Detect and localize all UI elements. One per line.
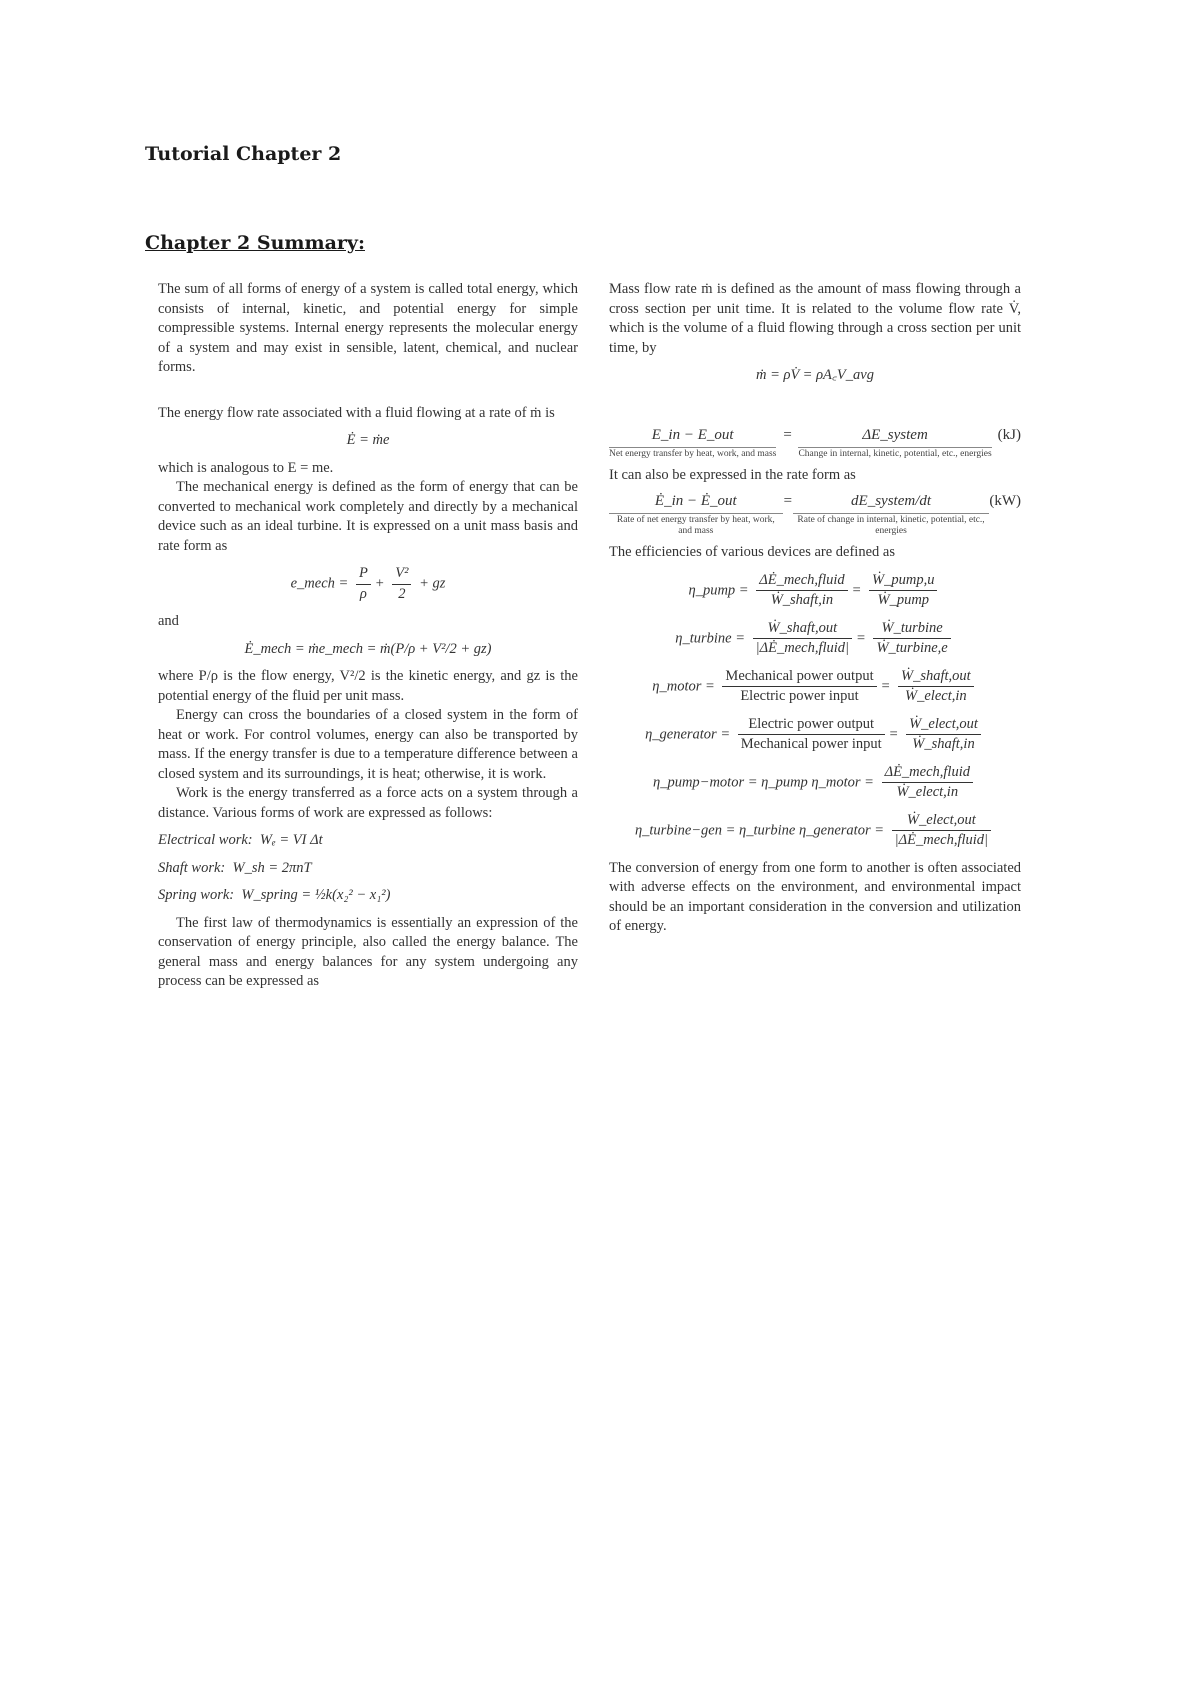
pump-efficiency-equation: η_pump = $\frac{\text{ΔĖ\_mech,fluid}}{\text{Ẇ\_shaft,in}}$ = $\frac{\text{Ẇ\_pump,u}}{\text{Ẇ\_pump}}$: [609, 571, 1021, 611]
turbine-efficiency-equation: η_turbine = $\frac{\text{Ẇ\_shaft,out}}{\text{|ΔĖ\_mech,fluid|}}$ = $\frac{\text{Ẇ\_turbine}}{\text{Ẇ\_turbine,e}}$: [609, 619, 1021, 659]
mech-energy-rhs: + gz: [419, 575, 446, 592]
energy-rate-balance: Ė_in − Ė_out Rate of net energy transfer by heat, work, and mass = dE_system/dt Rate of change in internal, kinetic, potential, etc., energies (kW): [609, 492, 1021, 538]
heat-work-paragraph: Energy can cross the boundaries of a closed system in the form of heat or work. For control volumes, energy can also be transported by mass. If the energy transfer is due to a temperature difference between a closed system and its surroundings, it is heat; otherwise, it is work.: [158, 707, 578, 782]
flow-energy-paragraph: where P/ρ is the flow energy, V²/2 is the kinetic energy, and gz is the potential energy of the fluid per unit mass.: [158, 668, 578, 704]
energy-balance-lhs: E_in − E_out: [651, 426, 734, 443]
page-title: Tutorial Chapter 2: [145, 143, 342, 165]
energy-balance: E_in − E_out Net energy transfer by heat, work, and mass = ΔE_system Change in internal, kinetic, potential, etc., energies (kJ): [609, 426, 1021, 459]
mech-energy-lhs: e_mech =: [290, 575, 349, 592]
and-text: and: [158, 613, 179, 629]
pump-motor-efficiency-equation: η_pump−motor = η_pump η_motor = $\frac{\text{ΔĖ\_mech,fluid}}{\text{Ẇ\_elect,in}}$: [609, 763, 1021, 803]
shaft-work-label: Shaft work:: [158, 859, 226, 876]
right-column: [609, 280, 1021, 937]
energy-balance-unit: (kJ): [997, 426, 1021, 443]
mass-flow-paragraph: Mass flow rate ṁ is defined as the amount of mass flowing through a cross section per unit time. It is related to the volume flow rate V̇, which is the volume of a fluid flowing through a cross section per unit time, by: [609, 281, 1021, 356]
work-paragraph: Work is the energy transferred as a force acts on a system through a distance. Various forms of work are expressed as follows:: [158, 785, 578, 821]
turbine-generator-efficiency-equation: η_turbine−gen = η_turbine η_generator = $\frac{\text{Ẇ\_elect,out}}{\text{|ΔĖ\_mech,fluid|}}$: [609, 811, 1021, 851]
rate-balance-lhs: Ė_in − Ė_out: [654, 492, 737, 509]
energy-flow-paragraph: The energy flow rate associated with a fluid flowing at a rate of ṁ is: [158, 404, 555, 421]
energy-flow-equation: Ė = ṁe: [346, 432, 390, 448]
analogy-text: which is analogous to E = me.: [158, 459, 334, 476]
energy-balance-lhs-note: Net energy transfer by heat, work, and mass: [609, 449, 777, 459]
shaft-work-equation: W_sh = 2πnT: [232, 859, 312, 876]
mech-energy-equation: e_mech = $\frac{P}{\rho}$ + $\frac{\text{V²}}{2}$ + gz: [290, 565, 446, 602]
electrical-work-equation: Wₑ = VI Δt: [259, 832, 323, 848]
spring-work-line: [158, 886, 578, 906]
mech-energy-rate-equation: Ė_mech = ṁe_mech = ṁ(P/ρ + V²/2 + gz): [244, 640, 492, 657]
rate-balance-rhs: dE_system/dt: [851, 492, 932, 509]
first-law-paragraph: The first law of thermodynamics is essentially an expression of the conservation of energy principle, also called the energy balance. The general mass and energy balances for any system undergoing any process can be expressed as: [158, 914, 578, 989]
generator-efficiency-equation: η_generator = $\frac{\text{Electric power output}}{\text{Mechanical power input}}$ = $\frac{\text{Ẇ\_elect,out}}{\text{Ẇ\_shaft,in}}$: [609, 715, 1021, 755]
rate-balance-unit: (kW): [989, 492, 1021, 509]
section-heading: Chapter 2 Summary:: [145, 232, 365, 254]
electrical-work-label: Electrical work:: [158, 832, 253, 848]
energy-balance-rhs: ΔE_system: [862, 426, 928, 443]
total-energy-paragraph: The sum of all forms of energy of a system is called total energy, which consists of internal, kinetic, and potential energy for simple compressible systems. Internal energy represents the molecular energy of a system and may exist in sensible, latent, chemical, and nuclear forms.: [158, 281, 578, 375]
left-column: [158, 280, 578, 992]
rate-balance-rhs-note: Rate of change in internal, kinetic, potential, etc., energies: [793, 513, 990, 537]
mass-flow-equation: ṁ = ρV̇ = ρA꜀V_avg: [756, 367, 874, 383]
motor-efficiency-equation: η_motor = $\frac{\text{Mechanical power output}}{\text{Electric power input}}$ = $\frac{\text{Ẇ\_shaft,out}}{\text{Ẇ\_elect,in}}$: [609, 667, 1021, 707]
spring-work-label: Spring work:: [158, 887, 235, 903]
mechanical-energy-paragraph: The mechanical energy is defined as the form of energy that can be converted to mechanical work completely and directly by a mechanical device such as an ideal turbine. It is expressed on a unit mass basis and rate form as: [158, 479, 578, 554]
conversion-paragraph: The conversion of energy from one form to another is often associated with adverse effects on the environment, and environmental impact should be an important consideration in the conversion and utilization of energy.: [609, 859, 1021, 934]
energy-balance-rhs-note: Change in internal, kinetic, potential, etc., energies: [798, 449, 992, 459]
electrical-work-line: [158, 831, 578, 851]
rate-balance-lhs-note: Rate of net energy transfer by heat, work, and mass: [609, 513, 783, 537]
rate-form-text: It can also be expressed in the rate form as: [609, 467, 856, 483]
shaft-work-line: [158, 859, 578, 879]
spring-work-equation: W_spring = ½k(x₂² − x₁²): [241, 887, 391, 903]
efficiencies-intro: The efficiencies of various devices are defined as: [609, 544, 895, 560]
